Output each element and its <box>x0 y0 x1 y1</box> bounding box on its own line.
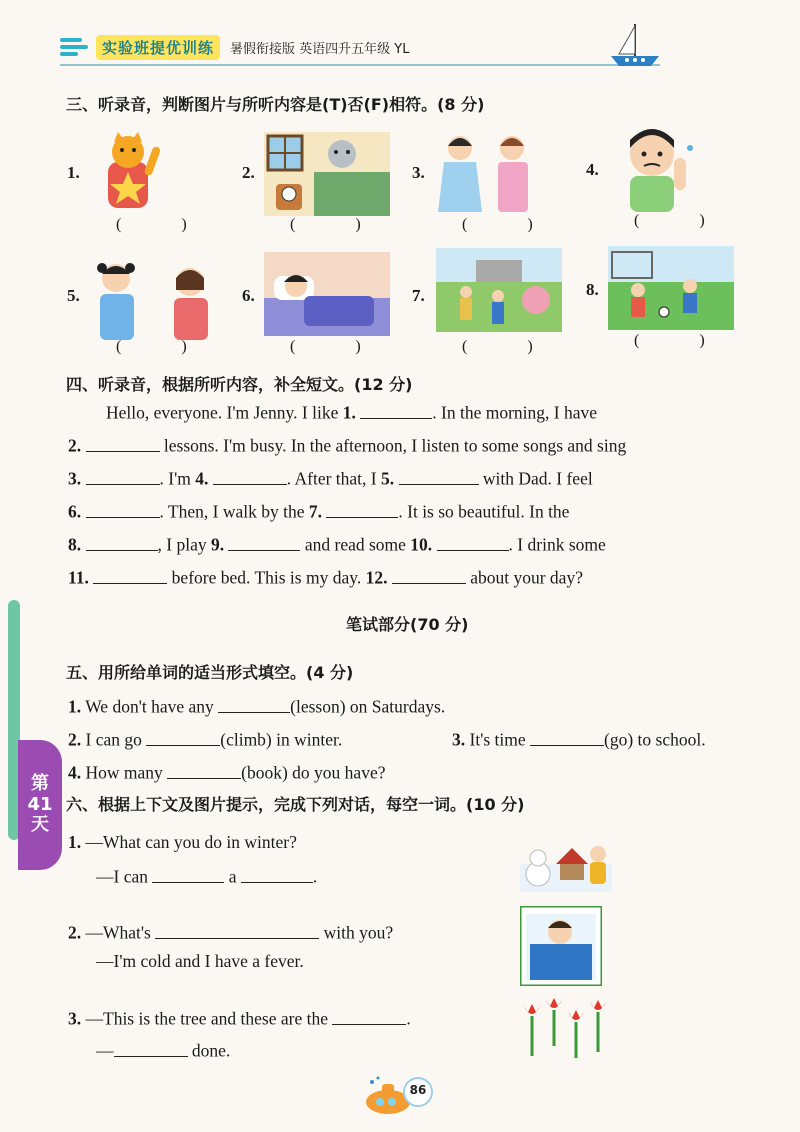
dialogue-line <box>96 1038 230 1062</box>
question-line <box>452 727 706 751</box>
blank-number: 9. <box>210 534 225 555</box>
dialogue-text: . <box>406 1008 411 1029</box>
day-tab <box>18 740 62 870</box>
dialogue-text: —This is the tree and these are the <box>85 1008 333 1029</box>
sick-in-bed-picture-icon <box>520 906 602 986</box>
passage-line <box>68 565 583 589</box>
dialogue-text: with you? <box>319 922 394 943</box>
blank-number: 5. <box>381 468 395 489</box>
blank-number: 4. <box>195 468 209 489</box>
question-line <box>68 727 342 751</box>
item-number: 7. <box>412 286 425 305</box>
blank-number: 7. <box>308 501 322 522</box>
two-girls-picture-icon <box>430 132 556 216</box>
question-number: 1. <box>68 832 82 852</box>
passage-text: . I drink some <box>508 534 606 555</box>
answer-blank[interactable] <box>167 760 241 779</box>
brand-name: 实验班提优训练 <box>96 35 220 60</box>
answer-blank[interactable] <box>114 1038 188 1057</box>
passage-text: . In the morning, I have <box>432 402 597 423</box>
question-number: 1. <box>68 696 82 717</box>
dialogue-line <box>96 951 304 972</box>
answer-parens: ( ) <box>634 212 733 229</box>
written-part-title: 笔试部分(70 分) <box>346 615 469 634</box>
dialogue-line <box>68 832 297 853</box>
passage-text: about your day? <box>465 567 583 588</box>
question-number: 4. <box>68 762 82 783</box>
item-number: 8. <box>586 280 599 299</box>
passage-text: lessons. I'm busy. In the afternoon, I listen to some songs and sing <box>159 435 627 456</box>
passage-text: . Then, I walk by the <box>159 501 309 522</box>
playing-football-picture-icon <box>608 246 734 330</box>
question-text: We don't have any <box>85 696 219 717</box>
answer-blank[interactable] <box>530 727 604 746</box>
dialogue-line <box>68 1006 411 1030</box>
blank-number: 3. <box>68 468 82 489</box>
blank-number: 8. <box>68 534 82 555</box>
passage-line <box>68 433 626 457</box>
answer-blank[interactable] <box>152 864 224 883</box>
dialogue-text: . <box>312 866 318 887</box>
page-number: 86 <box>409 1083 427 1097</box>
answer-blank[interactable] <box>241 864 313 883</box>
passage-line <box>68 466 593 490</box>
answer-blank[interactable] <box>332 1006 406 1025</box>
brand-logo-icon <box>60 36 90 58</box>
item-number: 6. <box>242 286 255 305</box>
section3-title: 三、听录音，判断图片与所听内容是(T)否(F)相符。(8 分) <box>66 95 485 114</box>
question-text: I can go <box>85 729 147 750</box>
sailboat-icon <box>605 20 665 70</box>
answer-blank[interactable] <box>213 466 287 485</box>
snowman-picture-icon <box>520 834 612 892</box>
dialogue-text: —What can you do in winter? <box>85 832 297 852</box>
question-line <box>68 760 386 784</box>
passage-line <box>68 532 606 556</box>
answer-parens: ( ) <box>290 216 389 233</box>
answer-blank[interactable] <box>86 433 160 452</box>
section5-title: 五、用所给单词的适当形式填空。(4 分) <box>66 663 354 682</box>
answer-blank[interactable] <box>360 400 432 419</box>
passage-text: . I'm <box>159 468 196 489</box>
day-tab-number: 41 <box>27 793 53 815</box>
answer-blank[interactable] <box>86 532 158 551</box>
blank-number: 10. <box>410 534 433 555</box>
answer-parens: ( ) <box>290 338 389 355</box>
item-number: 2. <box>242 163 255 182</box>
answer-parens: ( ) <box>116 338 215 355</box>
item-number: 5. <box>67 286 80 305</box>
answer-blank[interactable] <box>93 565 167 584</box>
dialogue-text: — <box>96 1040 114 1061</box>
passage-line <box>106 400 597 424</box>
page-header <box>60 32 409 62</box>
question-text: (book) do you have? <box>241 762 386 783</box>
sick-boy-picture-icon <box>608 128 734 212</box>
dialogue-line <box>68 920 393 944</box>
answer-blank[interactable] <box>86 466 160 485</box>
blank-number: 6. <box>68 501 82 522</box>
section6-title: 六、根据上下文及图片提示，完成下列对话，每空一词。(10 分) <box>66 795 525 814</box>
answer-blank[interactable] <box>326 499 398 518</box>
blank-number: 12. <box>365 567 388 588</box>
header-divider <box>60 64 660 66</box>
passage-text: Hello, everyone. I'm Jenny. I like <box>106 402 343 423</box>
question-text: (climb) in winter. <box>220 729 343 750</box>
question-text: (lesson) on Saturdays. <box>290 696 446 717</box>
edition-label: 暑假衔接版 英语四升五年级 YL <box>230 41 410 57</box>
two-kids-talking-picture-icon <box>92 256 218 340</box>
dialogue-text: —I can <box>96 866 153 887</box>
blank-number: 11. <box>68 567 89 588</box>
girl-in-bed-picture-icon <box>264 252 390 336</box>
bedroom-clock-picture-icon <box>264 132 390 216</box>
section4-title: 四、听录音，根据所听内容，补全短文。(12 分) <box>66 375 413 394</box>
question-number: 2. <box>68 922 82 943</box>
dialogue-text: a <box>224 866 241 887</box>
dialogue-text: —What's <box>85 922 156 943</box>
day-tab-text: 天 <box>31 814 49 836</box>
answer-parens: ( ) <box>462 216 561 233</box>
answer-blank[interactable] <box>86 499 160 518</box>
passage-text: . It is so beautiful. In the <box>398 501 570 522</box>
dialogue-line <box>96 864 317 888</box>
answer-blank[interactable] <box>155 920 319 939</box>
answer-blank[interactable] <box>392 565 466 584</box>
passage-text: , I play <box>157 534 211 555</box>
passage-text: with Dad. I feel <box>478 468 593 489</box>
passage-line <box>68 499 569 523</box>
item-number: 4. <box>586 160 599 179</box>
passage-text: before bed. This is my day. <box>167 567 366 588</box>
question-line <box>68 694 445 718</box>
blank-number: 1. <box>342 402 356 423</box>
answer-parens: ( ) <box>634 332 733 349</box>
question-text: How many <box>85 762 168 783</box>
item-number: 1. <box>67 163 80 182</box>
park-walk-picture-icon <box>436 248 562 332</box>
dialogue-text: —I'm cold and I have a fever. <box>96 951 304 971</box>
cat-waving-picture-icon <box>88 132 214 216</box>
item-number: 3. <box>412 163 425 182</box>
dialogue-text: done. <box>187 1040 231 1061</box>
answer-parens: ( ) <box>462 338 561 355</box>
question-number: 3. <box>452 729 466 750</box>
answer-parens: ( ) <box>116 216 215 233</box>
day-tab-text: 第 <box>31 772 49 794</box>
answer-blank[interactable] <box>146 727 220 746</box>
question-text: (go) to school. <box>604 729 706 750</box>
question-number: 3. <box>68 1008 82 1029</box>
question-number: 2. <box>68 729 82 750</box>
answer-blank[interactable] <box>218 694 290 713</box>
tulips-picture-icon <box>518 994 614 1060</box>
answer-blank[interactable] <box>399 466 479 485</box>
answer-blank[interactable] <box>228 532 300 551</box>
passage-text: and read some <box>300 534 411 555</box>
passage-text: . After that, I <box>286 468 381 489</box>
question-text: It's time <box>469 729 531 750</box>
answer-blank[interactable] <box>437 532 509 551</box>
blank-number: 2. <box>68 435 82 456</box>
